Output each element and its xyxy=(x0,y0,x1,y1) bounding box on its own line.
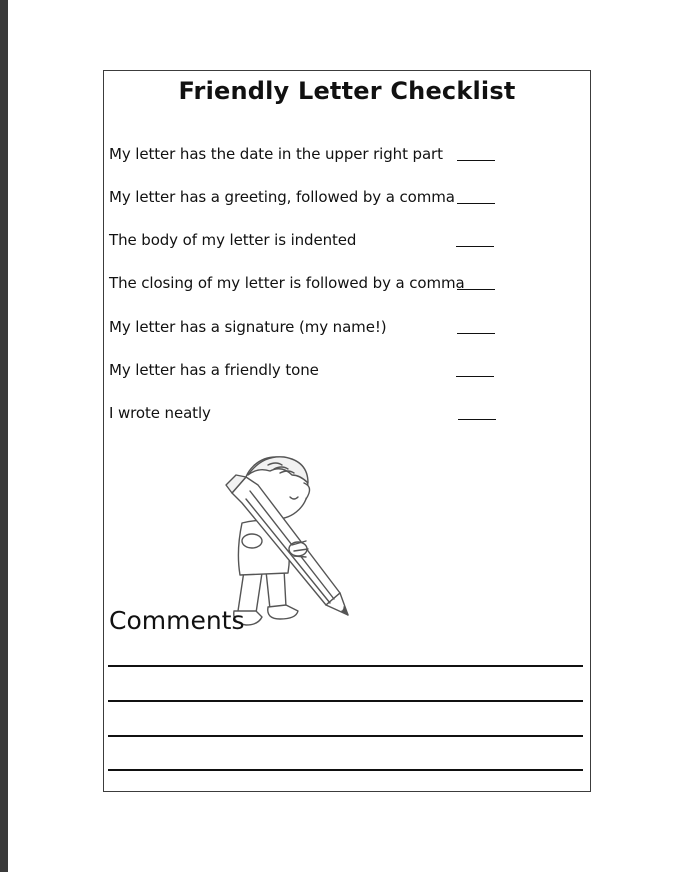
checklist-blank-greeting xyxy=(457,203,495,204)
checklist-item-body: The body of my letter is indented xyxy=(109,231,357,249)
viewer-edge xyxy=(0,0,8,872)
checklist-blank-closing xyxy=(457,289,495,290)
checklist-blank-signature xyxy=(457,333,495,334)
comments-label: Comments xyxy=(109,606,245,635)
checklist-item-closing: The closing of my letter is followed by a comma xyxy=(109,274,465,292)
comment-line xyxy=(108,665,583,667)
checklist-item-greeting: My letter has a greeting, followed by a comma xyxy=(109,188,455,206)
comment-line xyxy=(108,769,583,771)
comment-line xyxy=(108,735,583,737)
checklist-item-neatly: I wrote neatly xyxy=(109,404,211,422)
worksheet-page xyxy=(103,70,591,792)
checklist-blank-date xyxy=(457,160,495,161)
checklist-blank-body xyxy=(456,246,494,247)
checklist-item-tone: My letter has a friendly tone xyxy=(109,361,319,379)
checklist-blank-tone xyxy=(456,376,494,377)
checklist-item-date: My letter has the date in the upper right part xyxy=(109,145,443,163)
comment-line xyxy=(108,700,583,702)
worksheet-title: Friendly Letter Checklist xyxy=(178,77,516,105)
checklist-item-signature: My letter has a signature (my name!) xyxy=(109,318,387,336)
checklist-blank-neatly xyxy=(458,419,496,420)
